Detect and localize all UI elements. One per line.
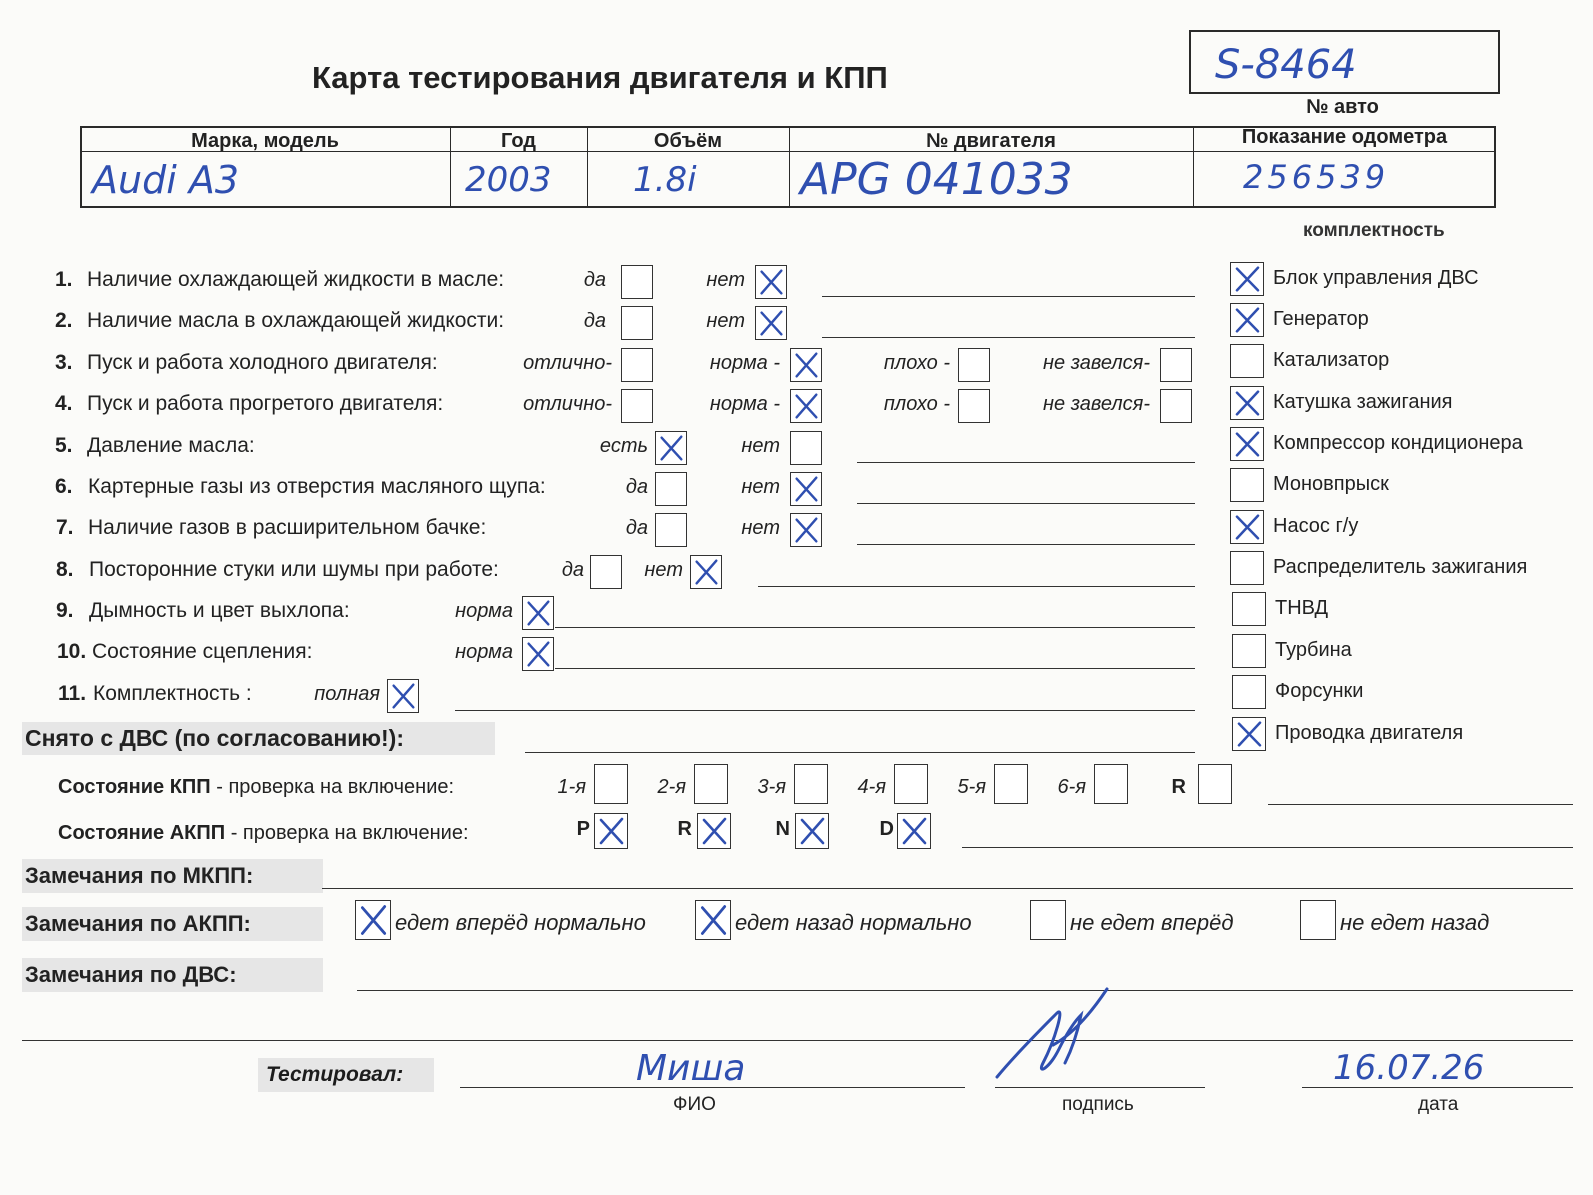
odometer-value: 256539 xyxy=(1243,158,1390,196)
answer-line xyxy=(822,337,1195,338)
question-text: Наличие охлаждающей жидкости в масле: xyxy=(87,268,505,291)
option-label: норма xyxy=(455,600,513,622)
option-label: отлично- xyxy=(523,393,612,415)
option-checkbox[interactable] xyxy=(621,265,653,299)
option-label: плохо - xyxy=(883,352,950,374)
date-label: дата xyxy=(1418,1094,1459,1115)
component-label: ТНВД xyxy=(1275,597,1329,619)
gear-label: N xyxy=(775,818,790,840)
option-checkbox[interactable] xyxy=(790,513,822,547)
gear-checkbox[interactable] xyxy=(1198,764,1232,804)
gear-label: 1-я xyxy=(557,776,586,798)
question-number: 9. xyxy=(56,599,74,622)
completeness-title: комплектность xyxy=(1303,220,1445,241)
question-text: Пуск и работа прогретого двигателя: xyxy=(87,392,444,415)
question-number: 3. xyxy=(55,351,73,374)
gear-label: P xyxy=(576,818,590,840)
option-checkbox[interactable] xyxy=(755,306,787,340)
make-value: Audi A3 xyxy=(92,158,240,202)
question-number: 5. xyxy=(55,434,73,457)
gear-checkbox[interactable] xyxy=(1094,764,1128,804)
option-label: норма - xyxy=(709,352,780,374)
make-header: Марка, модель xyxy=(191,130,339,152)
option-label: нет xyxy=(741,476,780,498)
akpp-option-checkbox[interactable] xyxy=(355,900,391,940)
option-checkbox[interactable] xyxy=(790,472,822,506)
car-number-value: S-8464 xyxy=(1215,42,1357,88)
kpp-label: Состояние КПП - проверка на включение: xyxy=(58,776,455,798)
option-label: да xyxy=(561,559,584,581)
question-text: Комплектность : xyxy=(93,682,252,705)
component-checkbox[interactable] xyxy=(1232,675,1266,709)
question-number: 1. xyxy=(55,268,73,291)
option-label: не завелся- xyxy=(1043,393,1150,415)
gear-checkbox[interactable] xyxy=(594,813,628,849)
option-label: да xyxy=(625,476,648,498)
gear-checkbox[interactable] xyxy=(594,764,628,804)
answer-line xyxy=(822,296,1195,297)
gear-label: 2-я xyxy=(657,776,686,798)
component-checkbox[interactable] xyxy=(1230,262,1264,296)
date-value: 16.07.26 xyxy=(1333,1048,1485,1088)
gear-label: D xyxy=(879,818,894,840)
form-title: Карта тестирования двигателя и КПП xyxy=(312,60,888,95)
removed-label xyxy=(22,722,495,755)
option-label: да xyxy=(583,269,606,291)
component-label: Моновпрыск xyxy=(1273,473,1389,495)
option-checkbox[interactable] xyxy=(958,389,990,423)
question-number: 10. xyxy=(57,640,87,663)
removed-label-text: Снято с ДВС (по согласованию!): xyxy=(25,725,404,751)
remarks-akpp-label: Замечания по АКПП: xyxy=(22,907,323,941)
option-label: норма xyxy=(455,641,513,663)
tested-label: Тестировал: xyxy=(258,1058,434,1092)
question-number: 6. xyxy=(55,475,73,498)
option-checkbox[interactable] xyxy=(690,555,722,589)
option-checkbox[interactable] xyxy=(387,679,419,713)
fio-label: ФИО xyxy=(673,1094,716,1115)
component-label: Распределитель зажигания xyxy=(1273,556,1528,578)
option-checkbox[interactable] xyxy=(790,389,822,423)
option-label: нет xyxy=(644,559,683,581)
gear-label: 6-я xyxy=(1057,776,1086,798)
akpp-option-label: едет назад нормально xyxy=(735,910,972,935)
component-label: Катализатор xyxy=(1273,349,1390,371)
component-label: Блок управления ДВС xyxy=(1273,267,1479,289)
option-checkbox[interactable] xyxy=(755,265,787,299)
component-checkbox[interactable] xyxy=(1230,551,1264,585)
component-label: Катушка зажигания xyxy=(1273,391,1453,413)
question-text: Состояние сцепления: xyxy=(92,640,313,663)
car-number-label: № авто xyxy=(1306,96,1379,118)
option-checkbox[interactable] xyxy=(655,472,687,506)
question-text: Посторонние стуки или шумы при работе: xyxy=(89,558,499,581)
answer-line xyxy=(555,668,1195,669)
gear-label: R xyxy=(1171,776,1186,798)
gear-checkbox[interactable] xyxy=(897,813,931,849)
option-label: да xyxy=(625,517,648,539)
component-label: Насос г/у xyxy=(1273,515,1359,537)
option-checkbox[interactable] xyxy=(1160,348,1192,382)
question-text: Картерные газы из отверстия масляного щупа: xyxy=(88,475,546,498)
year-value: 2003 xyxy=(465,160,552,200)
option-checkbox[interactable] xyxy=(1160,389,1192,423)
odometer-header: Показание одометра xyxy=(1241,126,1448,148)
gear-label: 3-я xyxy=(757,776,786,798)
option-label: не завелся- xyxy=(1043,352,1150,374)
gear-checkbox[interactable] xyxy=(994,764,1028,804)
answer-line xyxy=(857,503,1195,504)
question-number: 2. xyxy=(55,309,73,332)
volume-value: 1.8i xyxy=(633,160,697,200)
fio-value: Миша xyxy=(636,1048,746,1089)
volume-header: Объём xyxy=(653,130,723,152)
remarks-mkpp-label: Замечания по МКПП: xyxy=(22,859,323,893)
component-checkbox[interactable] xyxy=(1230,510,1264,544)
option-label: нет xyxy=(706,269,745,291)
gear-checkbox[interactable] xyxy=(697,813,731,849)
component-checkbox[interactable] xyxy=(1230,344,1264,378)
component-checkbox[interactable] xyxy=(1232,717,1266,751)
answer-line xyxy=(555,627,1195,628)
year-header: Год xyxy=(501,130,536,152)
option-label: плохо - xyxy=(883,393,950,415)
option-checkbox[interactable] xyxy=(522,596,554,630)
answer-line xyxy=(857,462,1195,463)
component-label: Турбина xyxy=(1275,639,1352,661)
option-label: да xyxy=(583,310,606,332)
gear-checkbox[interactable] xyxy=(795,813,829,849)
option-label: нет xyxy=(706,310,745,332)
remarks-dvs-label: Замечания по ДВС: xyxy=(22,958,323,992)
option-label: полная xyxy=(314,683,380,705)
component-label: Проводка двигателя xyxy=(1275,722,1464,744)
option-checkbox[interactable] xyxy=(522,637,554,671)
option-checkbox[interactable] xyxy=(590,555,622,589)
gear-checkbox[interactable] xyxy=(894,764,928,804)
option-checkbox[interactable] xyxy=(655,513,687,547)
answer-line xyxy=(758,586,1195,587)
akpp-option-label: не едет вперёд xyxy=(1070,910,1234,935)
question-number: 8. xyxy=(56,558,74,581)
component-checkbox[interactable] xyxy=(1230,427,1264,461)
option-checkbox[interactable] xyxy=(790,431,822,465)
option-label: нет xyxy=(741,517,780,539)
component-label: Генератор xyxy=(1273,308,1369,330)
component-checkbox[interactable] xyxy=(1230,303,1264,337)
option-checkbox[interactable] xyxy=(655,431,687,465)
component-checkbox[interactable] xyxy=(1230,386,1264,420)
question-text: Пуск и работа холодного двигателя: xyxy=(87,351,438,374)
question-number: 11. xyxy=(58,682,87,705)
option-checkbox[interactable] xyxy=(790,348,822,382)
option-label: есть xyxy=(599,435,648,457)
question-text: Наличие масла в охлаждающей жидкости: xyxy=(87,309,505,332)
akpp-option-label: не едет назад xyxy=(1340,910,1490,935)
question-text: Давление масла: xyxy=(87,434,255,457)
akpp-option-checkbox[interactable] xyxy=(695,900,731,940)
component-label: Компрессор кондиционера xyxy=(1273,432,1523,454)
option-label: норма - xyxy=(709,393,780,415)
component-checkbox[interactable] xyxy=(1232,592,1266,626)
option-label: нет xyxy=(741,435,780,457)
gear-label: R xyxy=(677,818,692,840)
gear-label: 5-я xyxy=(957,776,986,798)
akpp-option-checkbox[interactable] xyxy=(1300,900,1336,940)
engine-header: № двигателя xyxy=(926,130,1056,152)
gear-label: 4-я xyxy=(857,776,886,798)
answer-line xyxy=(455,710,1195,711)
akpp-option-checkbox[interactable] xyxy=(1030,900,1066,940)
gear-checkbox[interactable] xyxy=(794,764,828,804)
question-number: 4. xyxy=(55,392,73,415)
option-checkbox[interactable] xyxy=(621,306,653,340)
signature-icon xyxy=(985,985,1125,1095)
engine-value: APG 041033 xyxy=(800,154,1073,205)
component-label: Форсунки xyxy=(1275,680,1364,702)
question-text: Наличие газов в расширительном бачке: xyxy=(88,516,487,539)
question-number: 7. xyxy=(56,516,74,539)
option-checkbox[interactable] xyxy=(958,348,990,382)
option-checkbox[interactable] xyxy=(621,389,653,423)
question-text: Дымность и цвет выхлопа: xyxy=(89,599,350,622)
option-checkbox[interactable] xyxy=(621,348,653,382)
component-checkbox[interactable] xyxy=(1232,634,1266,668)
answer-line xyxy=(857,544,1195,545)
component-checkbox[interactable] xyxy=(1230,468,1264,502)
akpp-option-label: едет вперёд нормально xyxy=(395,910,646,935)
option-label: отлично- xyxy=(523,352,612,374)
sign-label: подпись xyxy=(1062,1094,1134,1115)
gear-checkbox[interactable] xyxy=(694,764,728,804)
akpp-label: Состояние АКПП - проверка на включение: xyxy=(58,822,469,844)
